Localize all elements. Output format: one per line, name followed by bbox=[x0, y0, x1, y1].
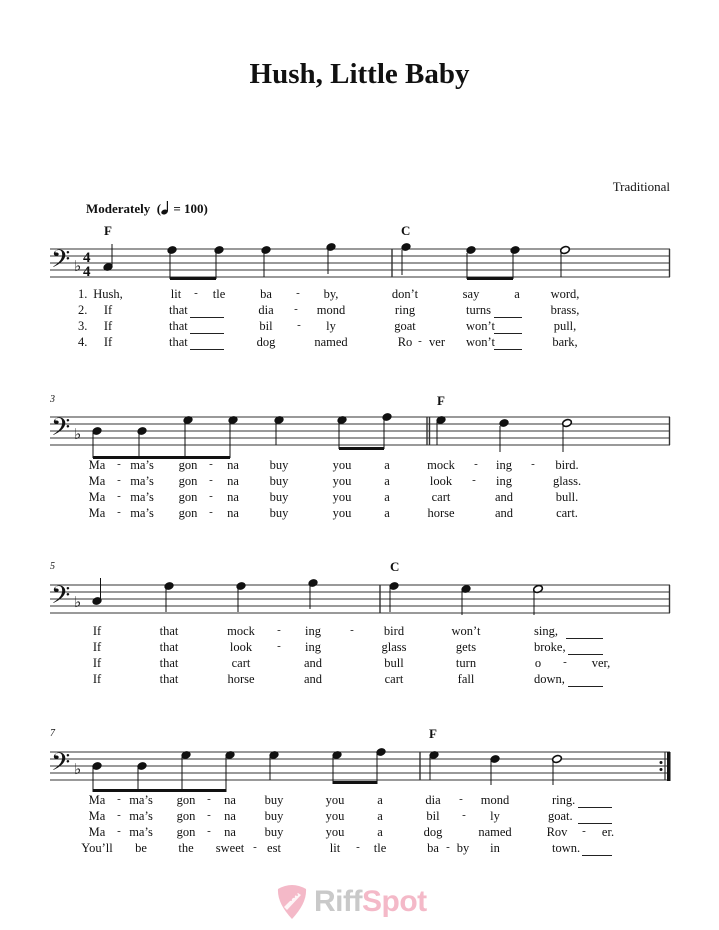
lyric-syllable: a bbox=[377, 825, 383, 839]
lyric-hyphen: - bbox=[209, 474, 213, 486]
lyric-syllable: sweet bbox=[215, 841, 245, 855]
svg-text:4: 4 bbox=[83, 250, 91, 266]
flat-icon: ♭ bbox=[74, 425, 82, 443]
lyric-syllable: Ma bbox=[88, 458, 106, 472]
lyric-syllable: sing, bbox=[534, 624, 558, 638]
lyric-syllable: ring bbox=[394, 303, 416, 317]
tempo-paren-close: ) bbox=[203, 201, 208, 216]
lyric-syllable: If bbox=[92, 656, 102, 670]
staff-2 bbox=[0, 390, 719, 470]
lyric-extender bbox=[190, 349, 224, 350]
measure-number: 7 bbox=[50, 728, 55, 739]
lyric-syllable: pull, bbox=[553, 319, 577, 333]
lyric-syllable: glass bbox=[381, 640, 407, 654]
lyric-syllable: goat. bbox=[548, 809, 573, 823]
lyric-extender bbox=[582, 855, 612, 856]
lyric-syllable: ma’s bbox=[130, 458, 154, 472]
lyric-syllable: gon bbox=[178, 490, 198, 504]
lyric-hyphen: - bbox=[117, 793, 121, 805]
lyric-syllable: na bbox=[224, 809, 236, 823]
lyric-hyphen: - bbox=[356, 841, 360, 853]
lyric-syllable: na bbox=[227, 474, 239, 488]
lyric-syllable: gon bbox=[178, 506, 198, 520]
lyric-syllable: you bbox=[332, 506, 352, 520]
lyric-syllable: cart bbox=[231, 656, 251, 670]
lyric-syllable: bull bbox=[384, 656, 404, 670]
lyric-syllable: tle bbox=[373, 841, 387, 855]
lyric-syllable: dia bbox=[258, 303, 274, 317]
lyric-syllable: word, bbox=[550, 287, 580, 301]
lyric-hyphen: - bbox=[474, 458, 478, 470]
lyric-hyphen: - bbox=[117, 825, 121, 837]
lyric-syllable: fall bbox=[457, 672, 475, 686]
lyric-syllable: look bbox=[229, 640, 253, 654]
lyric-syllable: won’t bbox=[451, 624, 481, 638]
lyric-hyphen: - bbox=[582, 825, 586, 837]
lyric-extender bbox=[494, 349, 522, 350]
lyric-syllable: lit bbox=[170, 287, 182, 301]
lyric-hyphen: - bbox=[297, 319, 301, 331]
lyric-syllable: If bbox=[92, 624, 102, 638]
lyric-hyphen: - bbox=[207, 793, 211, 805]
lyric-syllable: If bbox=[103, 303, 113, 317]
quarter-note-icon bbox=[161, 201, 170, 215]
verse-number: 3. bbox=[78, 319, 88, 333]
lyric-syllable: that bbox=[159, 672, 179, 686]
lyric-syllable: ma’s bbox=[129, 793, 153, 807]
lyric-syllable: Ro bbox=[397, 335, 413, 349]
lyric-extender bbox=[190, 333, 224, 334]
lyric-syllable: Ma bbox=[88, 474, 106, 488]
chord-symbol: F bbox=[429, 726, 437, 741]
lyric-syllable: ma’s bbox=[130, 490, 154, 504]
system-1 bbox=[0, 220, 719, 360]
lyric-syllable: ing bbox=[496, 458, 512, 472]
lyric-syllable: named bbox=[478, 825, 512, 839]
lyric-extender bbox=[578, 807, 612, 808]
lyric-syllable: and bbox=[303, 656, 323, 670]
lyric-syllable: that bbox=[169, 303, 188, 317]
lyric-hyphen: - bbox=[563, 656, 567, 668]
lyric-syllable: cart. bbox=[556, 506, 578, 520]
lyric-syllable: bark, bbox=[552, 335, 578, 349]
lyric-syllable: buy bbox=[264, 793, 284, 807]
lyric-syllable: ba bbox=[427, 841, 439, 855]
lyric-hyphen: - bbox=[117, 490, 121, 502]
lyric-hyphen: - bbox=[418, 335, 422, 347]
bass-clef-icon: 𝄢 bbox=[51, 581, 71, 616]
lyric-syllable: say bbox=[462, 287, 480, 301]
lyric-hyphen: - bbox=[209, 490, 213, 502]
lyric-syllable: a bbox=[384, 458, 390, 472]
lyric-hyphen: - bbox=[117, 458, 121, 470]
lyric-syllable: Rov bbox=[546, 825, 568, 839]
lyric-syllable: bil bbox=[426, 809, 440, 823]
lyric-syllable: ma’s bbox=[130, 474, 154, 488]
flat-icon: ♭ bbox=[74, 593, 82, 611]
system-4 bbox=[0, 725, 719, 865]
tempo-bpm: 100 bbox=[184, 201, 204, 216]
lyric-syllable: you bbox=[332, 474, 352, 488]
lyric-hyphen: - bbox=[253, 841, 257, 853]
lyric-hyphen: - bbox=[194, 287, 198, 299]
lyric-syllable: na bbox=[227, 506, 239, 520]
lyric-syllable: won’t bbox=[466, 319, 495, 333]
lyric-syllable: o bbox=[534, 656, 542, 670]
lyric-syllable: bird. bbox=[555, 458, 579, 472]
lyric-syllable: Hush, bbox=[93, 287, 123, 301]
chord-symbol: F bbox=[104, 223, 112, 238]
lyric-syllable: You’ll bbox=[81, 841, 113, 855]
verse-number: 2. bbox=[78, 303, 88, 317]
lyric-syllable: ing bbox=[496, 474, 512, 488]
lyric-syllable: ing bbox=[305, 624, 321, 638]
lyric-syllable: horse bbox=[427, 506, 455, 520]
lyric-syllable: dia bbox=[425, 793, 441, 807]
lyric-syllable: Ma bbox=[88, 793, 106, 807]
lyric-syllable: you bbox=[325, 809, 345, 823]
chord-symbol: C bbox=[401, 223, 411, 238]
lyric-syllable: town. bbox=[552, 841, 581, 855]
lyric-syllable: mock bbox=[427, 458, 455, 472]
composer-credit: Traditional bbox=[612, 179, 670, 194]
lyric-syllable: buy bbox=[264, 809, 284, 823]
lyric-extender bbox=[568, 654, 603, 655]
lyric-syllable: ver, bbox=[591, 656, 611, 670]
chord-symbol: F bbox=[437, 393, 445, 408]
lyric-syllable: ver bbox=[429, 335, 445, 349]
lyric-hyphen: - bbox=[277, 640, 281, 652]
lyric-syllable: ly bbox=[490, 809, 500, 823]
tempo-text: Moderately bbox=[86, 201, 151, 216]
lyric-syllable: named bbox=[314, 335, 348, 349]
lyric-syllable: that bbox=[159, 640, 179, 654]
lyric-syllable: ma’s bbox=[129, 825, 153, 839]
lyric-syllable: na bbox=[227, 490, 239, 504]
lyric-syllable: you bbox=[332, 490, 352, 504]
lyric-syllable: and bbox=[494, 490, 514, 504]
lyric-syllable: lit bbox=[329, 841, 341, 855]
lyric-syllable: ly bbox=[326, 319, 336, 333]
lyric-syllable: a bbox=[384, 490, 390, 504]
lyric-extender bbox=[190, 317, 224, 318]
lyric-syllable: mond bbox=[480, 793, 510, 807]
lyric-syllable: dog bbox=[423, 825, 443, 839]
bass-clef-icon: 𝄢 bbox=[51, 748, 71, 783]
song-title: Hush, Little Baby bbox=[249, 58, 470, 90]
lyric-syllable: tle bbox=[212, 287, 226, 301]
lyric-syllable: gon bbox=[176, 793, 196, 807]
lyric-syllable: cart bbox=[431, 490, 451, 504]
lyric-syllable: Ma bbox=[88, 490, 106, 504]
lyric-hyphen: - bbox=[462, 809, 466, 821]
lyric-syllable: you bbox=[325, 825, 345, 839]
lyric-syllable: gets bbox=[455, 640, 477, 654]
lyric-syllable: that bbox=[169, 335, 188, 349]
svg-text:𝄢: 𝄢 bbox=[51, 245, 71, 280]
lyric-hyphen: - bbox=[207, 809, 211, 821]
lyric-syllable: be bbox=[135, 841, 147, 855]
lyric-syllable: ring. bbox=[552, 793, 576, 807]
lyric-syllable: in bbox=[490, 841, 500, 855]
lyric-syllable: that bbox=[169, 319, 188, 333]
lyric-syllable: mond bbox=[316, 303, 346, 317]
lyric-syllable: bil bbox=[259, 319, 273, 333]
lyric-syllable: by bbox=[456, 841, 470, 855]
lyric-syllable: a bbox=[384, 474, 390, 488]
time-signature bbox=[83, 250, 91, 280]
lyric-hyphen: - bbox=[209, 506, 213, 518]
staff-4 bbox=[0, 725, 719, 805]
lyric-hyphen: - bbox=[350, 624, 354, 636]
lyric-hyphen: - bbox=[294, 303, 298, 315]
bass-clef-icon bbox=[51, 245, 70, 280]
lyric-syllable: turns bbox=[466, 303, 491, 317]
lyric-syllable: buy bbox=[269, 458, 289, 472]
tempo-marking bbox=[86, 201, 208, 217]
lyric-syllable: If bbox=[103, 335, 113, 349]
lyric-syllable: look bbox=[429, 474, 453, 488]
lyric-syllable: turn bbox=[455, 656, 477, 670]
lyric-hyphen: - bbox=[472, 474, 476, 486]
lyric-syllable: you bbox=[325, 793, 345, 807]
lyric-syllable: gon bbox=[178, 474, 198, 488]
verse-number: 4. bbox=[78, 335, 88, 349]
lyric-syllable: Ma bbox=[88, 825, 106, 839]
tempo-paren-open: ( bbox=[153, 201, 162, 216]
lyric-hyphen: - bbox=[117, 474, 121, 486]
lyric-syllable: gon bbox=[178, 458, 198, 472]
lyric-syllable: dog bbox=[256, 335, 276, 349]
tempo-equals: = bbox=[170, 201, 185, 216]
lyric-syllable: ma’s bbox=[129, 809, 153, 823]
lyric-syllable: that bbox=[159, 624, 179, 638]
lyric-syllable: ing bbox=[305, 640, 321, 654]
lyric-syllable: cart bbox=[384, 672, 404, 686]
lyric-syllable: If bbox=[92, 640, 102, 654]
lyric-syllable: buy bbox=[264, 825, 284, 839]
lyric-syllable: na bbox=[224, 825, 236, 839]
lyric-syllable: and bbox=[494, 506, 514, 520]
lyric-syllable: and bbox=[303, 672, 323, 686]
lyric-syllable: ma’s bbox=[130, 506, 154, 520]
system-3 bbox=[0, 558, 719, 698]
lyric-syllable: Ma bbox=[88, 506, 106, 520]
lyric-syllable: buy bbox=[269, 490, 289, 504]
lyric-syllable: gon bbox=[176, 825, 196, 839]
lyric-extender bbox=[568, 686, 603, 687]
lyric-syllable: goat bbox=[394, 319, 416, 333]
lyric-syllable: If bbox=[103, 319, 113, 333]
riffspot-watermark bbox=[274, 883, 427, 921]
lyric-syllable: down, bbox=[534, 672, 565, 686]
svg-text:4: 4 bbox=[83, 264, 91, 280]
lyric-syllable: broke, bbox=[534, 640, 566, 654]
lyric-hyphen: - bbox=[277, 624, 281, 636]
measure-number: 5 bbox=[50, 561, 55, 572]
lyric-syllable: mock bbox=[227, 624, 255, 638]
lyric-hyphen: - bbox=[117, 506, 121, 518]
lyric-syllable: a bbox=[377, 809, 383, 823]
lyric-hyphen: - bbox=[531, 458, 535, 470]
lyric-syllable: buy bbox=[269, 506, 289, 520]
verse-number: 1. bbox=[78, 287, 88, 301]
lyric-syllable: by, bbox=[323, 287, 339, 301]
lyric-syllable: If bbox=[92, 672, 102, 686]
lyric-syllable: ba bbox=[260, 287, 272, 301]
lyric-syllable: that bbox=[159, 656, 179, 670]
lyric-hyphen: - bbox=[446, 841, 450, 853]
lyric-syllable: buy bbox=[269, 474, 289, 488]
lyric-syllable: bull. bbox=[555, 490, 579, 504]
lyric-syllable: you bbox=[332, 458, 352, 472]
lyric-syllable: Ma bbox=[88, 809, 106, 823]
lyric-syllable: na bbox=[227, 458, 239, 472]
logo-text-riff: Riff bbox=[314, 885, 362, 918]
lyric-extender bbox=[566, 638, 603, 639]
flat-icon: ♭ bbox=[74, 760, 82, 778]
final-barline bbox=[667, 752, 671, 781]
measure-number: 3 bbox=[50, 394, 55, 405]
guitar-pick-icon bbox=[274, 883, 310, 921]
lyric-syllable: glass. bbox=[552, 474, 582, 488]
lyric-syllable: gon bbox=[176, 809, 196, 823]
lyric-extender bbox=[494, 333, 522, 334]
system-2 bbox=[0, 390, 719, 530]
lyric-syllable: bird bbox=[383, 624, 405, 638]
lyric-hyphen: - bbox=[117, 809, 121, 821]
lyric-hyphen: - bbox=[296, 287, 300, 299]
lyric-syllable: a bbox=[377, 793, 383, 807]
lyric-syllable: a bbox=[514, 287, 520, 301]
lyric-hyphen: - bbox=[459, 793, 463, 805]
lyric-syllable: er. bbox=[601, 825, 615, 839]
lyric-syllable: na bbox=[224, 793, 236, 807]
staff-3 bbox=[0, 558, 719, 638]
lyric-extender bbox=[578, 823, 612, 824]
lyric-syllable: won’t bbox=[466, 335, 495, 349]
lyric-extender bbox=[494, 317, 522, 318]
lyric-hyphen: - bbox=[209, 458, 213, 470]
bass-clef-icon: 𝄢 bbox=[51, 413, 71, 448]
flat-icon: ♭ bbox=[74, 257, 82, 275]
lyric-syllable: est bbox=[267, 841, 281, 855]
logo-text-spot: Spot bbox=[361, 885, 427, 918]
lyric-hyphen: - bbox=[207, 825, 211, 837]
lyric-syllable: don’t bbox=[391, 287, 419, 301]
lyric-syllable: horse bbox=[227, 672, 255, 686]
lyric-syllable: brass, bbox=[550, 303, 580, 317]
chord-symbol: C bbox=[390, 559, 400, 574]
lyric-syllable: the bbox=[178, 841, 194, 855]
lyric-syllable: a bbox=[384, 506, 390, 520]
